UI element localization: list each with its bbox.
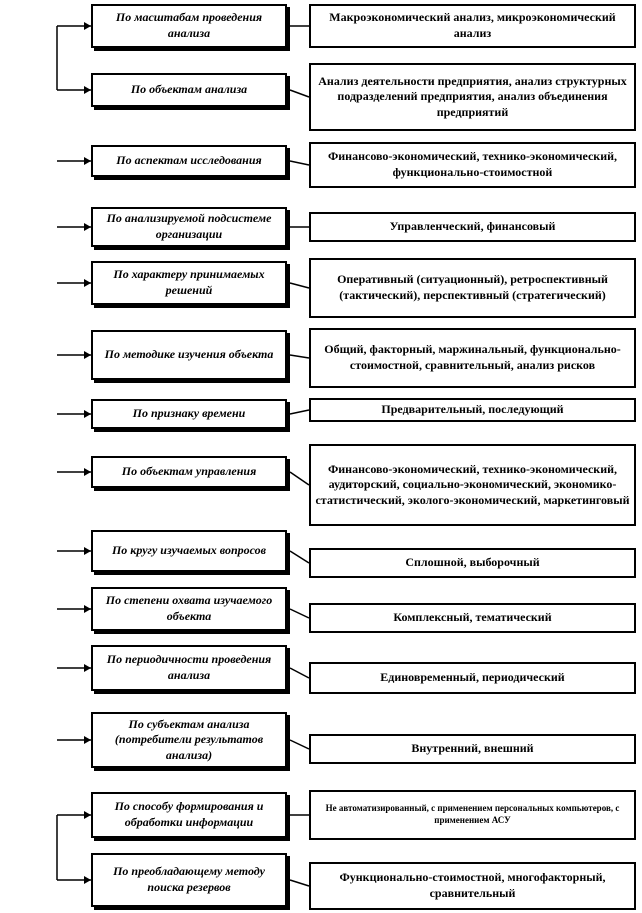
criterion-box-scope: По кругу изучаемых вопросов	[91, 530, 287, 572]
link-line-10	[290, 668, 309, 678]
arrowhead-2	[84, 157, 91, 165]
arrowhead-8	[84, 547, 91, 555]
arrowhead-7	[84, 468, 91, 476]
criterion-box-subsystem: По анализируемой подсистеме организации	[91, 207, 287, 247]
criterion-box-reserves: По преобладающему методу поиска резервов	[91, 853, 287, 907]
types-box-subsystem: Управленческий, финансовый	[309, 212, 636, 242]
link-line-1	[290, 90, 309, 97]
arrowhead-3	[84, 223, 91, 231]
criterion-box-subjects: По субъектам анализа (потребители результатов анализа)	[91, 712, 287, 768]
arrowhead-12	[84, 811, 91, 819]
types-box-time: Предварительный, последующий	[309, 398, 636, 422]
types-box-reserves: Функционально-стоимостной, многофакторный, сравнительный	[309, 862, 636, 910]
arrowhead-6	[84, 410, 91, 418]
types-box-coverage: Комплексный, тематический	[309, 603, 636, 633]
link-line-2	[290, 161, 309, 165]
criterion-box-method: По методике изучения объекта	[91, 330, 287, 380]
criterion-box-management: По объектам управления	[91, 456, 287, 488]
types-box-periodicity: Единовременный, периодический	[309, 662, 636, 694]
criterion-box-time: По признаку времени	[91, 399, 287, 429]
arrowhead-5	[84, 351, 91, 359]
arrowhead-10	[84, 664, 91, 672]
criterion-box-periodicity: По периодичности проведения анализа	[91, 645, 287, 691]
link-line-11	[290, 740, 309, 749]
types-box-scope: Сплошной, выборочный	[309, 548, 636, 578]
criterion-box-aspects: По аспектам исследования	[91, 145, 287, 177]
types-box-management: Финансово-экономический, технико-экономический, аудиторский, социально-экономический, экономико-статистический, эколого-экономический, маркетинговый	[309, 444, 636, 526]
arrowhead-4	[84, 279, 91, 287]
link-line-5	[290, 355, 309, 358]
arrowhead-11	[84, 736, 91, 744]
link-line-9	[290, 609, 309, 618]
link-line-6	[290, 410, 309, 414]
types-box-objects: Анализ деятельности предприятия, анализ структурных подразделений предприятия, анализ объединения предприятий	[309, 63, 636, 131]
criterion-box-information: По способу формирования и обработки информации	[91, 792, 287, 838]
types-box-method: Общий, факторный, маржинальный, функционально-стоимостной, сравнительный, анализ рисков	[309, 328, 636, 388]
types-box-decisions: Оперативный (ситуационный), ретроспективный (тактический), перспективный (стратегический)	[309, 258, 636, 318]
arrowhead-0	[84, 22, 91, 30]
criterion-box-decisions: По характеру принимаемых решений	[91, 261, 287, 305]
types-box-scale: Макроэкономический анализ, микроэкономический анализ	[309, 4, 636, 48]
link-line-4	[290, 283, 309, 288]
criterion-box-objects: По объектам анализа	[91, 73, 287, 107]
types-box-subjects: Внутренний, внешний	[309, 734, 636, 764]
arrowhead-13	[84, 876, 91, 884]
link-line-13	[290, 880, 309, 886]
types-box-aspects: Финансово-экономический, технико-экономический, функционально-стоимостной	[309, 142, 636, 188]
arrowhead-1	[84, 86, 91, 94]
types-box-information: Не автоматизированный, с применением персональных компьютеров, с применением АСУ	[309, 790, 636, 840]
arrowhead-9	[84, 605, 91, 613]
link-line-8	[290, 551, 309, 563]
criterion-box-coverage: По степени охвата изучаемого объекта	[91, 587, 287, 631]
link-line-7	[290, 472, 309, 485]
criterion-box-scale: По масштабам проведения анализа	[91, 4, 287, 48]
